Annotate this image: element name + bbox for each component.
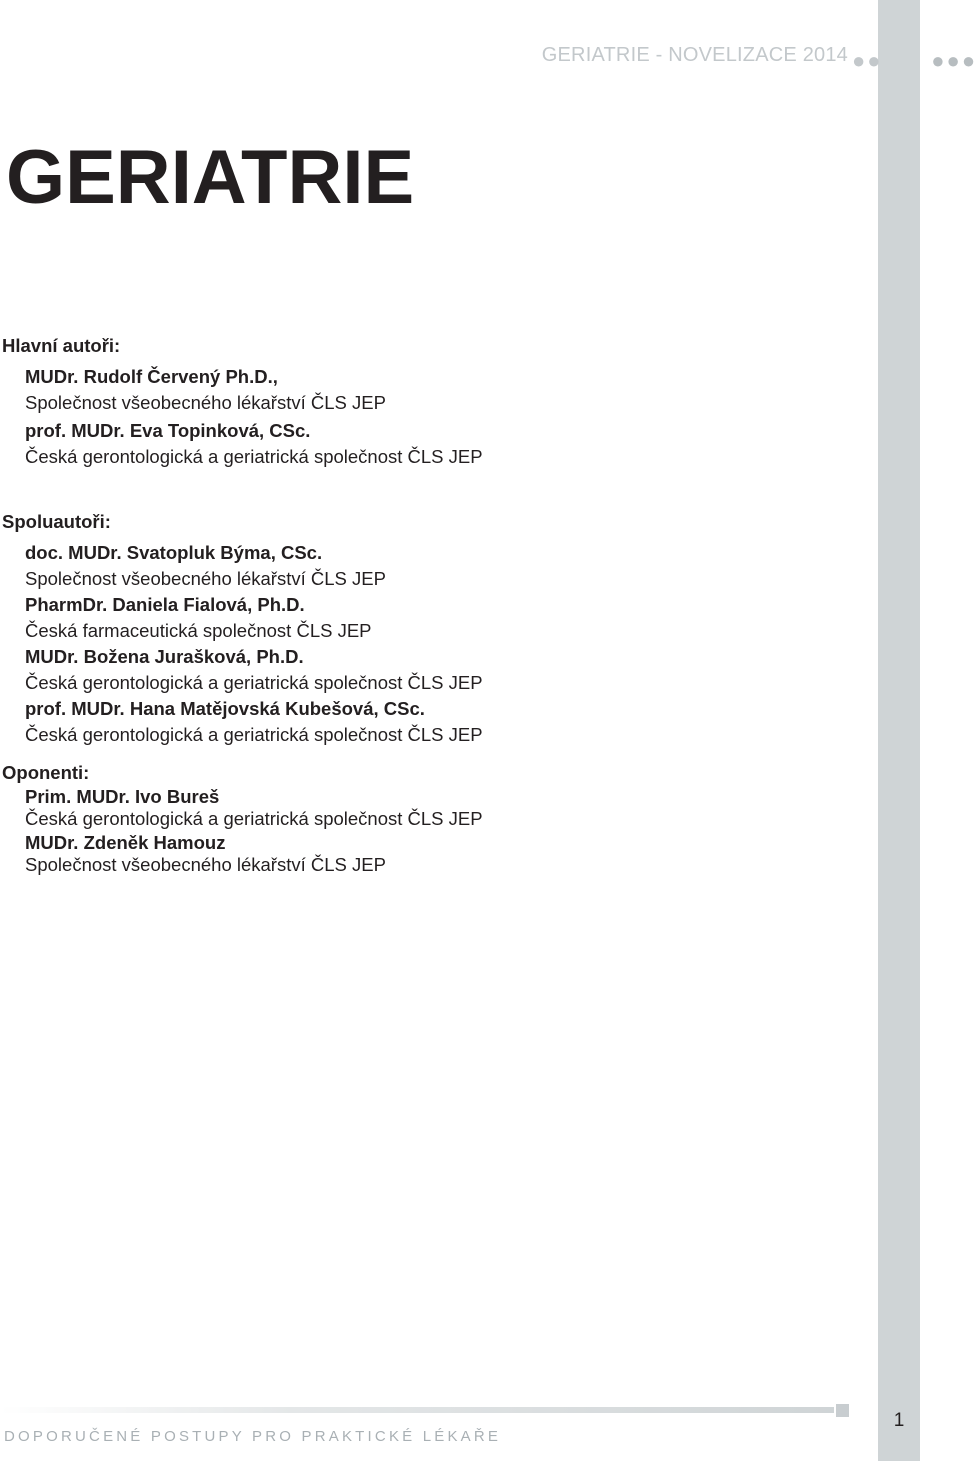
reviewer-name: Prim. MUDr. Ivo Bureš [25,786,220,807]
footer-series-title: DOPORUČENÉ POSTUPY PRO PRAKTICKÉ LÉKAŘE [4,1428,502,1445]
reviewer-entry [25,786,483,830]
reviewers-label: Oponenti: [2,762,90,783]
page-number: 1 [893,1410,905,1431]
coauthors-label: Spoluautoři: [2,511,111,532]
running-header: GERIATRIE - NOVELIZACE 2014 [541,44,848,66]
main-author-entry [25,366,386,414]
author-name: prof. MUDr. Eva Topinková, CSc. [25,420,311,441]
coauthor-name: doc. MUDr. Svatopluk Býma, CSc. [25,542,323,563]
main-authors-label: Hlavní autoři: [2,335,121,356]
coauthor-organization: Česká gerontologická a geriatrická společnost ČLS JEP [25,672,483,693]
coauthor-organization: Společnost všeobecného lékařství ČLS JEP [25,568,386,589]
main-author-entry [25,420,483,468]
author-organization: Společnost všeobecného lékařství ČLS JEP [25,392,386,413]
coauthor-organization: Česká gerontologická a geriatrická společnost ČLS JEP [25,724,483,745]
header-dots-decoration: ●● ●●● [852,48,977,73]
coauthor-name: prof. MUDr. Hana Matějovská Kubešová, CSc. [25,698,425,719]
reviewer-organization: Česká gerontologická a geriatrická společnost ČLS JEP [25,808,483,829]
coauthor-organization: Česká farmaceutická společnost ČLS JEP [25,620,372,641]
document-title: GERIATRIE [6,135,415,220]
coauthor-entry [25,594,372,642]
reviewer-organization: Společnost všeobecného lékařství ČLS JEP [25,854,386,875]
author-name: MUDr. Rudolf Červený Ph.D., [25,366,278,387]
reviewer-name: MUDr. Zdeněk Hamouz [25,832,226,853]
coauthor-name: PharmDr. Daniela Fialová, Ph.D. [25,594,305,615]
footer-rule [0,1407,834,1413]
reviewer-entry [25,832,386,876]
coauthor-entry [25,542,386,590]
coauthor-entry [25,646,483,694]
footer-square-marker [836,1404,849,1417]
coauthor-name: MUDr. Božena Jurašková, Ph.D. [25,646,304,667]
side-band [878,0,920,1461]
author-organization: Česká gerontologická a geriatrická společnost ČLS JEP [25,446,483,467]
coauthor-entry [25,698,483,746]
